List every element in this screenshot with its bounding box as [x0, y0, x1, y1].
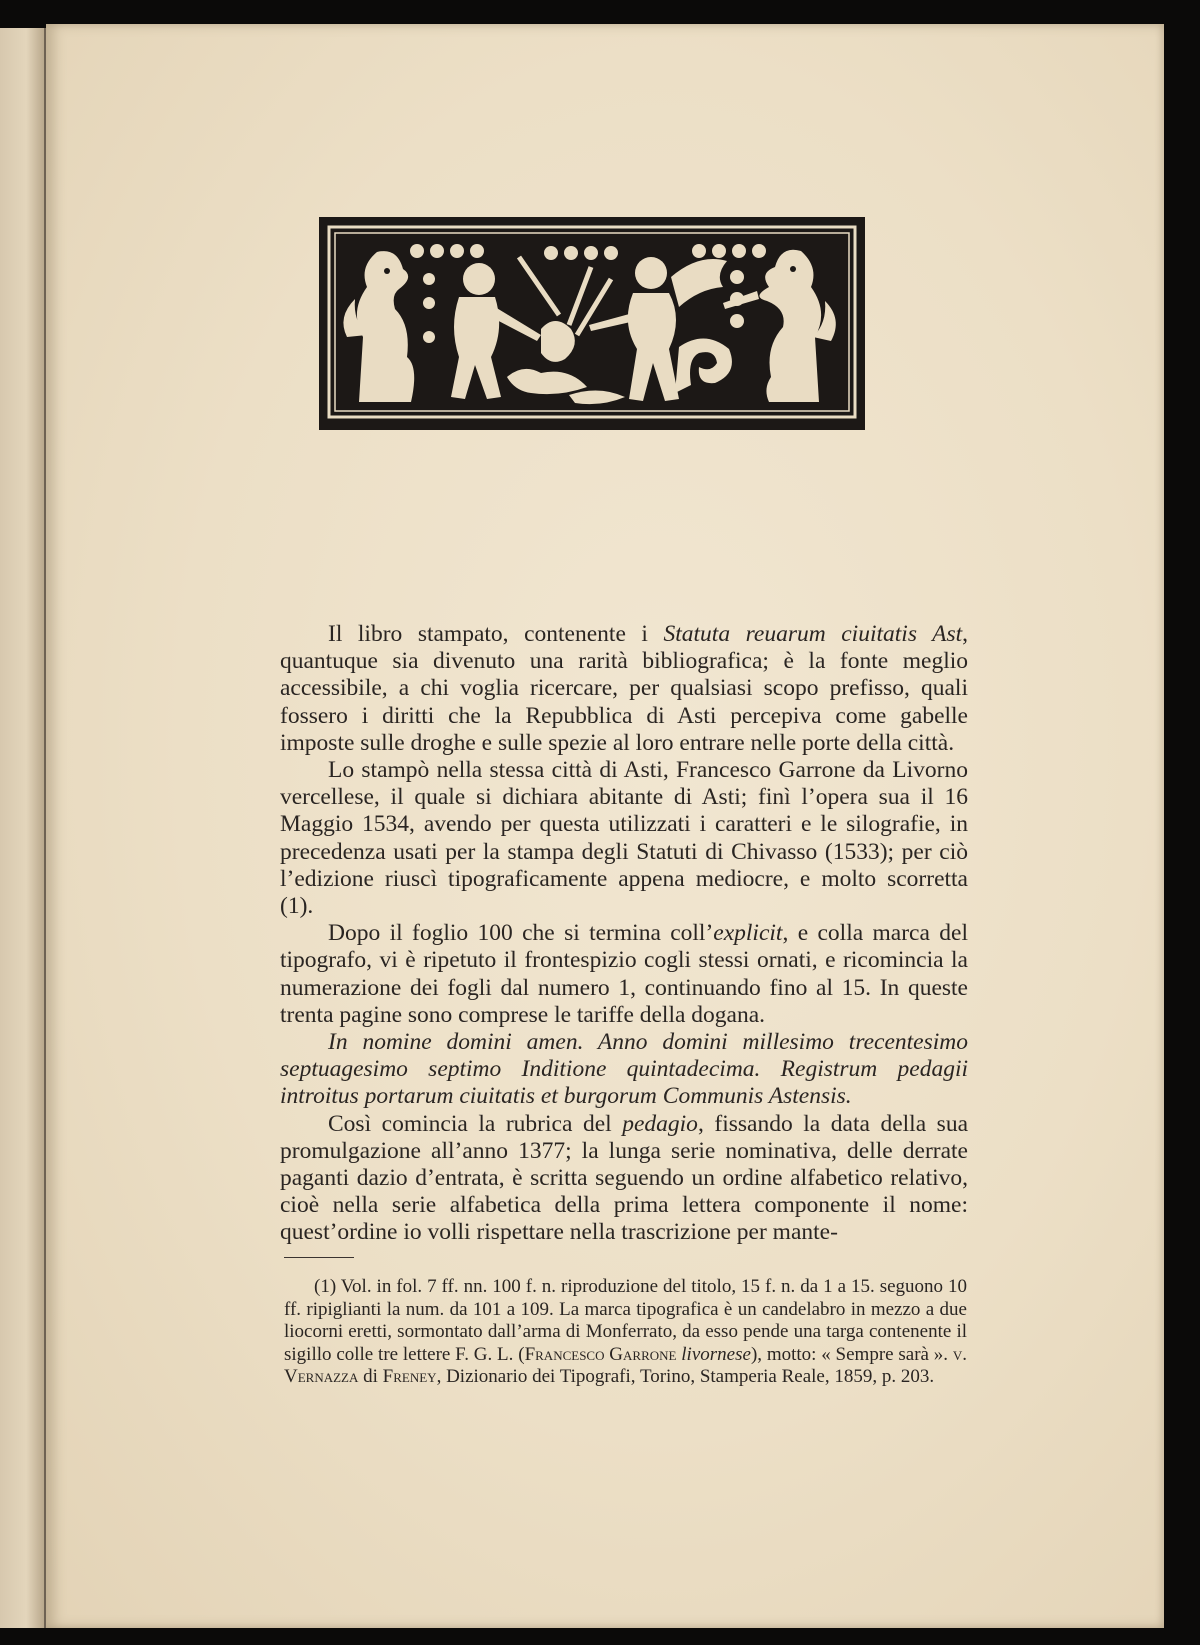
main-text	[280, 621, 968, 1247]
pedagio-term: pedagio	[622, 1110, 698, 1137]
footnote-part-c: di	[358, 1366, 383, 1387]
paragraph-1-start: Il libro stampato, contenente i	[328, 621, 664, 647]
paragraph-5	[280, 1111, 968, 1247]
book-page	[46, 24, 1164, 1628]
paragraph-5-start: Così comincia la rubrica del	[328, 1110, 623, 1137]
explicit-term: explicit	[713, 920, 783, 947]
vernazza-name: v. Vernazza	[284, 1343, 968, 1387]
statuta-title: Statuta reuarum ciuitatis Ast	[663, 621, 963, 647]
footnote	[284, 1276, 967, 1389]
paragraph-3-start: Dopo il foglio 100 che si termina coll’	[328, 920, 714, 947]
printer-name: Francesco Garrone	[524, 1343, 677, 1365]
latin-quote: In nomine domini amen. Anno domini millesimo trecentesimo septuagesimo septimo Inditione quintadecima. Registrum pedagii introitus portarum ciuitatis et burgorum Communis Astensis.	[280, 1029, 968, 1110]
footnote-part-a: (1) Vol. in fol. 7 ff. nn. 100 f. n. riproduzione del titolo, 15 f. n. da 1 a 15. seguono 10 ff. ripiglianti la num. da 101 a 109. La marca tipografica è un candelabro in mezzo a due liocorni eretti, sormontato dall’arma di Monferrato, da esso pende una targa contenente il sigillo colle tre lettere F. G. L. (	[284, 1276, 967, 1365]
woodcut-headpiece	[319, 217, 865, 430]
paragraph-3	[280, 920, 968, 1029]
printer-origin: livornese	[681, 1343, 751, 1365]
footnote-part-d: , Dizionario dei Tipografi, Torino, Stamperia Reale, 1859, p. 203.	[436, 1366, 935, 1387]
paragraph-5-rest: , fissando la data della sua promulgazione all’anno 1377; la lunga serie nominativa, delle derrate paganti dazio d’entrata, è scritta seguendo un ordine alfabetico relativo, cioè nella serie alfabetica della prima lettera componente il nome: quest’ordine io volli rispettare nella trascrizione per mante-	[280, 1110, 969, 1246]
footnote-text	[284, 1276, 967, 1389]
freney-name: Freney	[382, 1366, 437, 1387]
paragraph-2: Lo stampò nella stessa città di Asti, Francesco Garrone da Livorno vercellese, il quale si dichiara abitante di Asti; finì l’opera sua il 16 Maggio 1534, avendo per questa utilizzati i caratteri e le silografie, in precedenza usati per la stampa degli Statuti di Chivasso (1533); per ciò l’edizione riuscì tipograficamente appena mediocre, e molto scorretta (1).	[280, 757, 968, 920]
facing-page-edge	[0, 28, 46, 1628]
paragraph-1	[280, 621, 968, 757]
footnote-divider	[284, 1257, 354, 1258]
paragraph-3-rest: , e colla marca del tipografo, vi è ripetuto il frontespizio cogli stessi ornati, e ricomincia la numerazione dei fogli dal numero 1, continuando fino al 15. In queste trenta pagine sono comprese le tariffe della dogana.	[280, 920, 968, 1028]
footnote-part-b: ), motto: « Sempre sarà ».	[750, 1343, 953, 1365]
paragraph-1-rest: , quantuque sia divenuto una rarità bibliografica; è la fonte meglio accessibile, a chi voglia ricercare, per qualsiasi scopo prefisso, quali fossero i diritti che la Repubblica di Asti percepiva come gabelle imposte sulle droghe e sulle spezie al loro entrare nelle porte della città.	[280, 621, 968, 756]
